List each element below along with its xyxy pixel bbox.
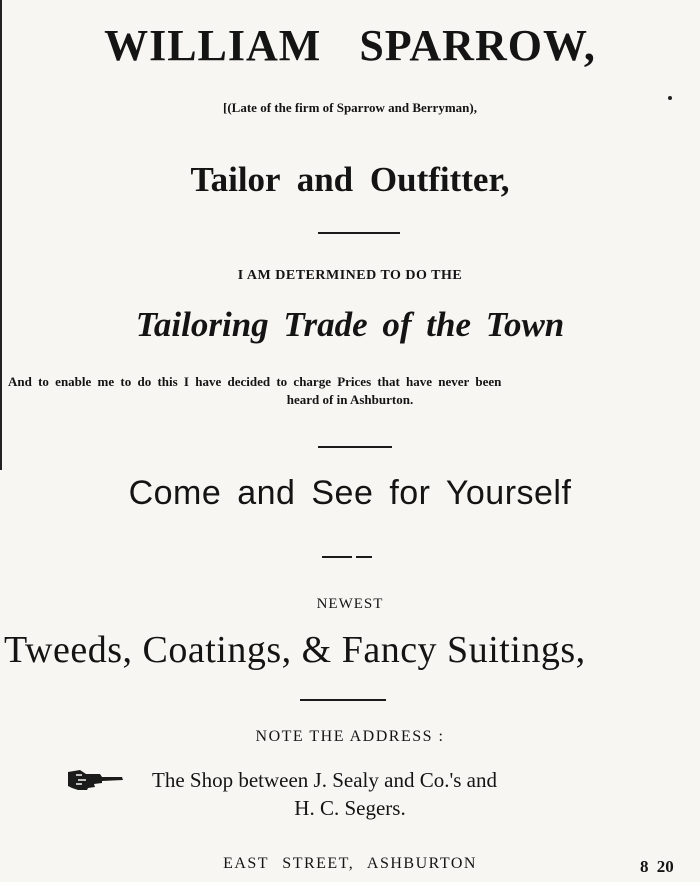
come-and-see-heading: Come and See for Yourself [128, 474, 572, 512]
tailoring-heading: Tailoring Trade of the Town [135, 305, 565, 344]
divider-rule [318, 232, 400, 234]
newest-label: NEWEST [316, 596, 384, 612]
fabrics-heading: Tweeds, Coatings, & Fancy Suitings, [4, 629, 586, 671]
merchant-name: WILLIAM SPARROW, [104, 21, 596, 70]
note-address-label: NOTE THE ADDRESS : [255, 728, 445, 745]
divider-rule [300, 699, 386, 701]
divider-rule [356, 556, 372, 558]
divider-rule [318, 446, 392, 448]
trade-heading: Tailor and Outfitter, [190, 160, 510, 199]
determined-line: I AM DETERMINED TO DO THE [237, 268, 463, 283]
divider-rule [322, 556, 352, 558]
former-firm-note: [(Late of the firm of Sparrow and Berryman), [223, 100, 477, 115]
ad-code: 8 20 [640, 857, 674, 876]
shop-location-line-end: H. C. Segers. [294, 796, 406, 820]
pointing-hand-icon [66, 766, 126, 794]
street-address: EAST STREET, ASHBURTON [223, 855, 477, 872]
prices-statement-end: heard of in Ashburton. [286, 392, 414, 407]
shop-location-line: The Shop between J. Sealy and Co.'s and [152, 768, 497, 792]
prices-statement: And to enable me to do this I have decided to charge Prices that have never been [8, 374, 502, 389]
